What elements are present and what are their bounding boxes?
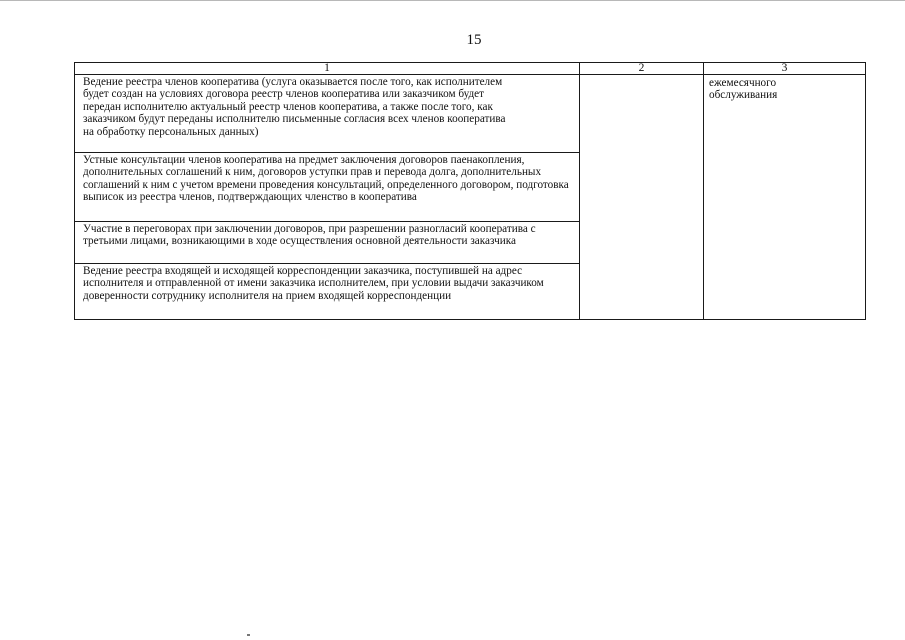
service-cell — [75, 222, 580, 264]
service-period: ежемесячного обслуживания — [709, 77, 778, 102]
service-description: Ведение реестра входящей и исходящей корреспонденции заказчика, поступившей на адрес исполнителя и отправленной от имени заказчика исполнителем, при условии выдачи заказчиком доверенности сотруднику исполнителя на прием входящей корреспонденции — [83, 265, 544, 302]
service-cell — [75, 264, 580, 320]
header-cell-2: 2 — [580, 63, 704, 75]
services-table — [74, 62, 866, 320]
table-row — [75, 75, 866, 153]
scan-mark — [247, 634, 250, 636]
header-cell-1: 1 — [75, 63, 580, 75]
table-header-row — [75, 63, 866, 75]
period-cell — [704, 75, 866, 320]
service-cell — [75, 153, 580, 222]
service-description: Устные консультации членов кооператива на предмет заключения договоров паенакопления, дополнительных соглашений к ним, договоров уступки прав и перевода долга, дополнительных соглашений к ним с учетом времени проведения консультаций, определенного договором, подготовка выписок из реестра членов, подтверждающих членство в кооператива — [83, 154, 569, 204]
page-number: 15 — [466, 32, 482, 48]
column-2-cell — [580, 75, 704, 320]
scan-edge — [0, 0, 905, 1]
header-cell-3: 3 — [704, 63, 866, 75]
service-description: Участие в переговорах при заключении договоров, при разрешении разногласий кооператива с третьими лицами, возникающими в ходе осуществления основной деятельности заказчика — [83, 223, 536, 248]
service-description: Ведение реестра членов кооператива (услуга оказывается после того, как исполнителем будет создан на условиях договора реестр членов кооператива или заказчиком будет передан исполнителю актуальный реестр членов кооператива, а также после того, как заказчиком будут переданы исполнителю письменные согласия всех членов кооператива на обработку персональных данных) — [83, 76, 506, 138]
service-cell — [75, 75, 580, 153]
